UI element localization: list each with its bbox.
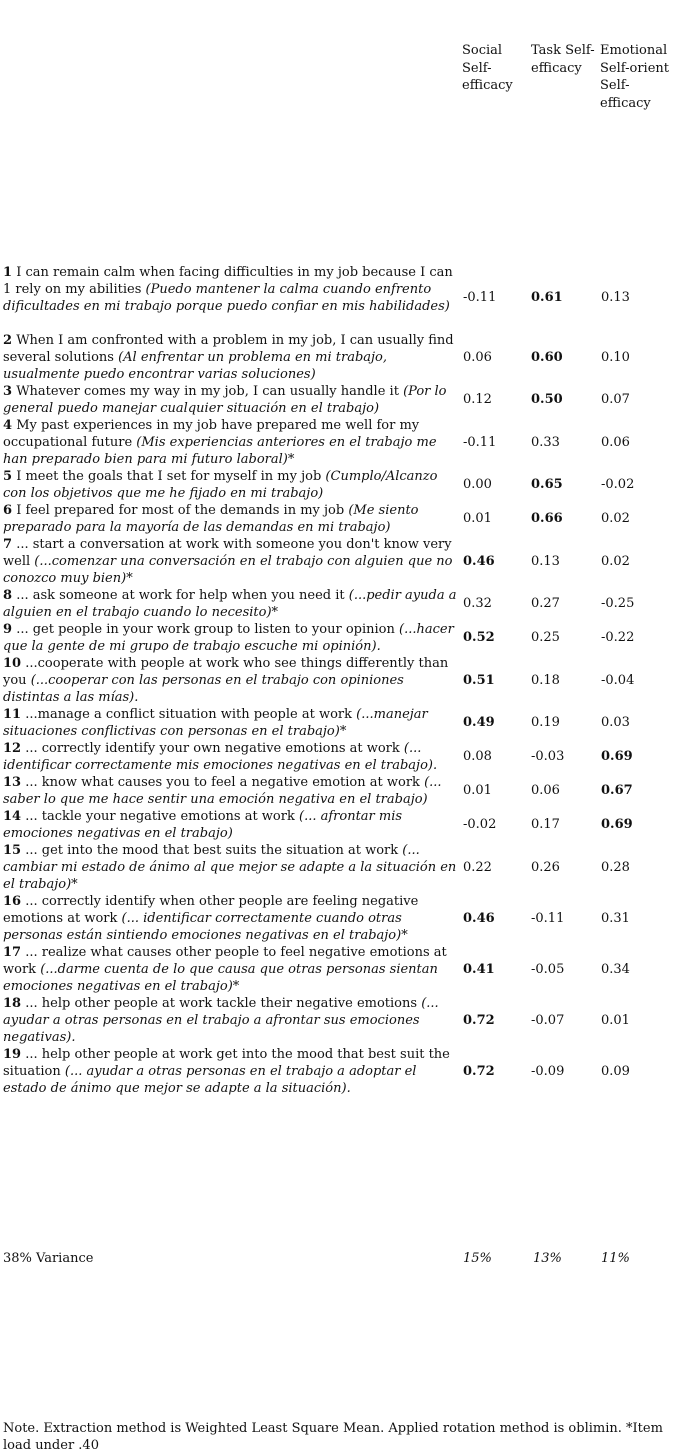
loading-social: -0.02 [463, 817, 497, 832]
loading-emotional: 0.06 [601, 435, 630, 450]
item-text-english: ... help other people at work get into the mood that best suit the situation [3, 1047, 450, 1079]
item-text-spanish: (Cumplo/Alcanzo con los objetivos que me he fijado en mi trabajo) [3, 469, 438, 501]
header-task-self-efficacy: Task Self-efficacy [531, 43, 595, 76]
item-text-english: ... realize what causes other people to feel negative emotions at work [3, 945, 447, 977]
item-text-spanish: (...darme cuenta de lo que causa que otras personas sientan emociones negativas en el trabajo)* [3, 962, 438, 994]
loading-task: 0.50 [531, 392, 563, 407]
loading-emotional: -0.04 [601, 673, 635, 688]
item-text-english: I can remain calm when facing difficulties in my job because I can 1 rely on my abilities [3, 265, 453, 297]
item-text-english: ... ask someone at work for help when you need it [16, 588, 345, 603]
table-row [3, 1046, 459, 1097]
loading-emotional: 0.28 [601, 860, 630, 875]
item-number: 12 [3, 741, 22, 756]
loading-emotional: 0.10 [601, 350, 630, 365]
item-text-spanish: (... ayudar a otras personas en el trabajo a afrontar sus emociones negativas). [3, 996, 439, 1045]
item-number: 8 [3, 588, 13, 603]
loading-social: 0.22 [463, 860, 492, 875]
variance-label: 38% Variance [3, 1251, 94, 1266]
item-text-english: ... correctly identify your own negative emotions at work [25, 741, 400, 756]
variance-task: 13% [533, 1251, 562, 1266]
item-number: 3 [3, 384, 13, 399]
loading-task: -0.11 [531, 911, 565, 926]
table-row [3, 621, 459, 655]
item-number: 5 [3, 469, 13, 484]
loading-social: 0.46 [463, 554, 495, 569]
loading-task: 0.06 [531, 783, 560, 798]
item-text-spanish: (Mis experiencias anteriores en el trabajo me han preparado bien para mi futuro laboral)* [3, 435, 437, 467]
item-number: 1 [3, 265, 13, 280]
item-text-english: I meet the goals that I set for myself in my job [16, 469, 322, 484]
item-number: 15 [3, 843, 22, 858]
item-text-spanish: (Puedo mantener la calma cuando enfrento dificultades en mi trabajo porque puedo confiar en mis habilidades) [3, 282, 450, 314]
table-note: Note. Extraction method is Weighted Least Square Mean. Applied rotation method is oblimin. *Item load under .40 [3, 1421, 663, 1453]
loading-emotional: 0.07 [601, 392, 630, 407]
item-text-spanish: (Al enfrentar un problema en mi trabajo, usualmente puedo encontrar varias soluciones) [3, 350, 388, 382]
variance-emotional: 11% [601, 1251, 630, 1266]
loading-social: 0.01 [463, 511, 492, 526]
loading-social: 0.49 [463, 715, 495, 730]
item-text-english: My past experiences in my job have prepared me well for my occupational future [3, 418, 420, 450]
loading-task: 0.60 [531, 350, 563, 365]
table-row [3, 706, 459, 740]
item-number: 9 [3, 622, 13, 637]
loading-social: 0.00 [463, 477, 492, 492]
variance-social: 15% [463, 1251, 492, 1266]
loading-social: 0.52 [463, 630, 495, 645]
loading-emotional: 0.69 [601, 817, 633, 832]
item-number: 13 [3, 775, 22, 790]
item-number: 14 [3, 809, 22, 824]
item-text-spanish: (...pedir ayuda a alguien en el trabajo cuando lo necesito)* [3, 588, 457, 620]
item-text-english: ...manage a conflict situation with people at work [25, 707, 353, 722]
item-text-english: ... help other people at work tackle their negative emotions [25, 996, 418, 1011]
item-number: 7 [3, 537, 13, 552]
loading-emotional: -0.25 [601, 596, 635, 611]
loading-emotional: 0.34 [601, 962, 630, 977]
item-text-english: ... correctly identify when other people are feeling negative emotions at work [3, 894, 419, 926]
table-row [3, 332, 459, 383]
loading-emotional: 0.03 [601, 715, 630, 730]
loading-task: 0.26 [531, 860, 560, 875]
loading-task: -0.05 [531, 962, 565, 977]
item-text-spanish: (... cambiar mi estado de ánimo al que mejor se adapte a la situación en el trabajo)* [3, 843, 457, 892]
item-text-english: ... get people in your work group to listen to your opinion [16, 622, 395, 637]
item-text-english: ... know what causes you to feel a negative emotion at work [25, 775, 420, 790]
item-number: 16 [3, 894, 22, 909]
table-row [3, 264, 459, 315]
table-row [3, 502, 459, 536]
loading-task: -0.03 [531, 749, 565, 764]
table-row [3, 740, 459, 774]
item-number: 19 [3, 1047, 22, 1062]
item-number: 11 [3, 707, 22, 722]
item-text-english: ... start a conversation at work with someone you don't know very well [3, 537, 452, 569]
table-row [3, 587, 459, 621]
item-number: 2 [3, 333, 13, 348]
loading-social: 0.72 [463, 1064, 495, 1079]
loading-emotional: 0.09 [601, 1064, 630, 1079]
item-text-spanish: (Por lo general puedo manejar cualquier situación en el trabajo) [3, 384, 447, 416]
item-number: 18 [3, 996, 22, 1011]
item-text-english: ... tackle your negative emotions at work [25, 809, 295, 824]
loading-social: 0.51 [463, 673, 495, 688]
loading-emotional: 0.02 [601, 554, 630, 569]
loading-emotional: 0.31 [601, 911, 630, 926]
table-row [3, 383, 459, 417]
table-row [3, 995, 459, 1046]
table-row [3, 468, 459, 502]
table-row [3, 842, 459, 893]
table-row [3, 536, 459, 587]
loading-social: 0.41 [463, 962, 495, 977]
item-text-spanish: (... ayudar a otras personas en el trabajo a adoptar el estado de ánimo que mejor se adapte a la situación). [3, 1064, 417, 1096]
loading-emotional: 0.67 [601, 783, 633, 798]
loading-task: -0.09 [531, 1064, 565, 1079]
item-text-english: Whatever comes my way in my job, I can usually handle it [16, 384, 399, 399]
table-row [3, 417, 459, 468]
loading-emotional: 0.01 [601, 1013, 630, 1028]
loading-emotional: -0.02 [601, 477, 635, 492]
loading-social: 0.72 [463, 1013, 495, 1028]
item-text-spanish: (...hacer que la gente de mi grupo de trabajo escuche mi opinión). [3, 622, 454, 654]
loading-social: 0.06 [463, 350, 492, 365]
table-row [3, 655, 459, 706]
item-number: 6 [3, 503, 13, 518]
loading-emotional: 0.02 [601, 511, 630, 526]
item-text-spanish: (...comenzar una conversación en el trabajo con alguien que no conozco muy bien)* [3, 554, 453, 586]
loading-task: 0.61 [531, 290, 563, 305]
loading-social: 0.12 [463, 392, 492, 407]
item-text-spanish: (...manejar situaciones conflictivas con personas en el trabajo)* [3, 707, 428, 739]
loading-social: 0.01 [463, 783, 492, 798]
item-text-english: I feel prepared for most of the demands in my job [16, 503, 345, 518]
item-text-english: ...cooperate with people at work who see things differently than you [3, 656, 449, 688]
loading-emotional: 0.13 [601, 290, 630, 305]
table-row [3, 944, 459, 995]
loading-social: 0.46 [463, 911, 495, 926]
loading-social: 0.08 [463, 749, 492, 764]
table-row [3, 893, 459, 944]
loading-task: 0.18 [531, 673, 560, 688]
loading-task: 0.33 [531, 435, 560, 450]
loading-social: -0.11 [463, 290, 497, 305]
loading-social: -0.11 [463, 435, 497, 450]
loading-task: -0.07 [531, 1013, 565, 1028]
item-text-english: ... get into the mood that best suits the situation at work [25, 843, 399, 858]
header-social-self-efficacy: Social Self-efficacy [462, 43, 513, 93]
loading-task: 0.65 [531, 477, 563, 492]
loading-task: 0.17 [531, 817, 560, 832]
loading-task: 0.25 [531, 630, 560, 645]
loading-task: 0.66 [531, 511, 563, 526]
item-number: 17 [3, 945, 22, 960]
item-text-spanish: (... saber lo que me hace sentir una emoción negativa en el trabajo) [3, 775, 442, 807]
loading-emotional: -0.22 [601, 630, 635, 645]
header-emotional-self-efficacy: Emotional Self-orient Self-efficacy [600, 43, 669, 111]
item-text-spanish: (Me siento preparado para la mayoría de las demandas en mi trabajo) [3, 503, 419, 535]
table-row [3, 808, 459, 842]
item-text-spanish: (...cooperar con las personas en el trabajo con opiniones distintas a las mías). [3, 673, 404, 705]
loading-social: 0.32 [463, 596, 492, 611]
item-number: 10 [3, 656, 22, 671]
loading-task: 0.13 [531, 554, 560, 569]
item-text-english: When I am confronted with a problem in my job, I can usually find several solutions [3, 333, 454, 365]
item-text-spanish: (... afrontar mis emociones negativas en el trabajo) [3, 809, 403, 841]
table-row [3, 774, 459, 808]
loading-task: 0.19 [531, 715, 560, 730]
loading-task: 0.27 [531, 596, 560, 611]
item-text-spanish: (... identificar correctamente mis emociones negativas en el trabajo). [3, 741, 438, 773]
loading-emotional: 0.69 [601, 749, 633, 764]
item-number: 4 [3, 418, 13, 433]
item-text-spanish: (... identificar correctamente cuando otras personas están sintiendo emociones negativas en el trabajo)* [3, 911, 408, 943]
